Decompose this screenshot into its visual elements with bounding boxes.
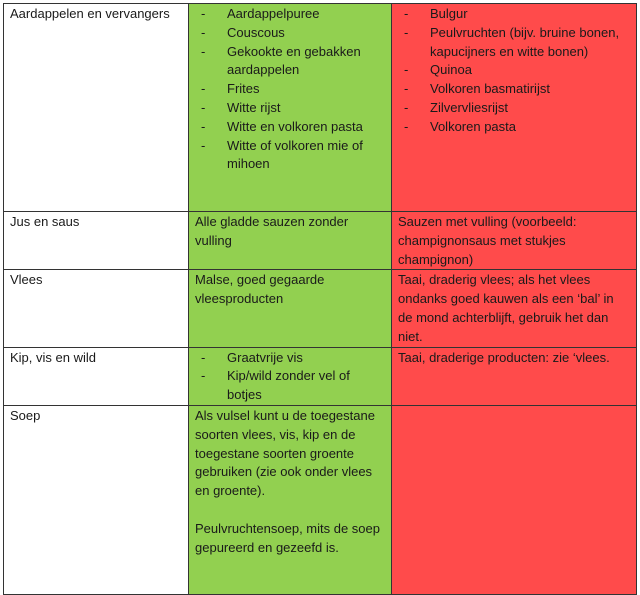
list-item: - Kip/wild zonder vel of botjes: [227, 367, 385, 405]
table-row: [4, 347, 637, 405]
avoid-cell: [392, 405, 637, 594]
list-item: - Zilvervliesrijst: [430, 99, 630, 118]
avoid-cell: [392, 4, 637, 212]
list-item: - Quinoa: [430, 61, 630, 80]
list-item: - Witte of volkoren mie of mihoen: [227, 137, 385, 175]
category-cell: Vlees: [4, 270, 189, 347]
list-item: - Volkoren basmatirijst: [430, 80, 630, 99]
allowed-cell: [189, 405, 392, 594]
category-cell: Jus en saus: [4, 212, 189, 270]
diet-table: [3, 3, 637, 595]
allowed-cell: Malse, goed gegaarde vleesproducten: [189, 270, 392, 347]
allowed-list: [195, 5, 385, 174]
table-row: [4, 405, 637, 594]
avoid-cell: Taai, draderig vlees; als het vlees ondanks goed kauwen als een ‘bal’ in de mond achterblijft, gebruik het dan niet.: [392, 270, 637, 347]
allowed-list: [195, 349, 385, 405]
allowed-cell: Alle gladde sauzen zonder vulling: [189, 212, 392, 270]
table-row: [4, 270, 637, 347]
list-item: - Witte en volkoren pasta: [227, 118, 385, 137]
table-row: [4, 4, 637, 212]
list-item: - Gekookte en gebakken aardappelen: [227, 43, 385, 81]
list-item: - Witte rijst: [227, 99, 385, 118]
allowed-cell: [189, 347, 392, 405]
list-item: - Couscous: [227, 24, 385, 43]
list-item: - Peulvruchten (bijv. bruine bonen, kapucijners en witte bonen): [430, 24, 630, 62]
allowed-cell: [189, 4, 392, 212]
list-item: - Graatvrije vis: [227, 349, 385, 368]
category-cell: Soep: [4, 405, 189, 594]
list-item: - Bulgur: [430, 5, 630, 24]
avoid-cell: Taai, draderige producten: zie ‘vlees.: [392, 347, 637, 405]
list-item: - Volkoren pasta: [430, 118, 630, 137]
table-row: [4, 212, 637, 270]
avoid-cell: Sauzen met vulling (voorbeeld: champignonsaus met stukjes champignon): [392, 212, 637, 270]
category-cell: Aardappelen en vervangers: [4, 4, 189, 212]
allowed-paragraph: Als vulsel kunt u de toegestane soorten vlees, vis, kip en de toegestane soorten groente gebruiken (zie ook onder vlees en groente).: [195, 407, 375, 499]
category-cell: Kip, vis en wild: [4, 347, 189, 405]
avoid-list: [398, 5, 630, 137]
list-item: - Aardappelpuree: [227, 5, 385, 24]
allowed-paragraph: Peulvruchtensoep, mits de soep gepureerd en gezeefd is.: [195, 520, 380, 555]
list-item: - Frites: [227, 80, 385, 99]
